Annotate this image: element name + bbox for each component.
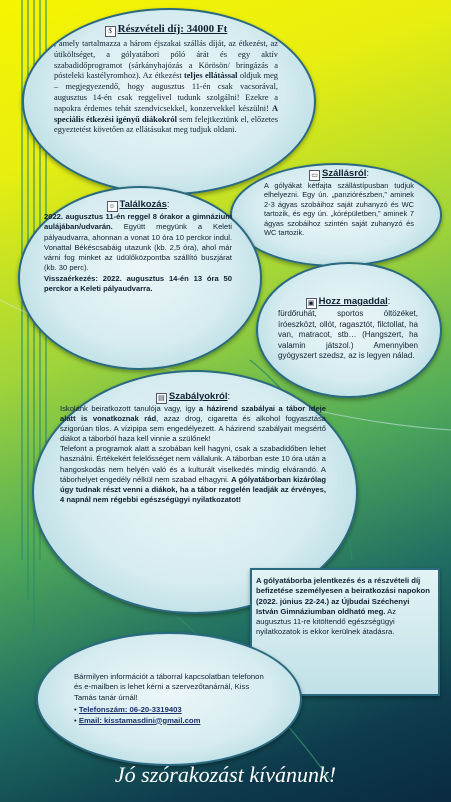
people-icon: ☺ xyxy=(108,203,116,210)
meeting-b2: Visszaérkezés: 2022. augusztus 14-én 13 óra 50 perckor a Keleti pályaudvarra. xyxy=(44,273,232,294)
fee-p1: , amely tartalmazza a három éjszakai szállás díját, az étkezést, az útiköltséget, a gólyatábori póló árát és egy aktív szabadidőprogramot (sárkányhajózás a Körösön/ bringázás a pósteleki kastélyromhoz). Az étkezést xyxy=(54,39,278,81)
email-link[interactable]: Email: kisstamasdini@gmail.com xyxy=(78,715,201,725)
money-bag-icon: $ xyxy=(105,26,116,37)
lodging-title: Szállásról xyxy=(322,168,367,179)
rules-text: ▤ Szabályokról: Iskolánk beiratkozott tanulója vagy, így a házirend szabályai a tábor ideje alatt is vonatkoznak rád, azaz drog, cigaretta és alkohol fogyasztása szigorúan tilos. A vízipipa sem engedélyezett. A házirend szabályait megsértő diákot a táborból haza kell vinnie a szülőnek! Telefont a programok alatt a szobában kell hagyni, csak a szabadidőben lehet használni. Értékekért felelősséget nem vállalunk. A táborban este 10 óra után a hangoskodás nem helyén való és a kulturált viselkedés mindig elvárandó. A táborhelyet engedély nélkül nem szabad elhagyni. A gólyatáborban kizárólag úgy tudnak részt venni a diákok, ha a tábor reggelén leadják az érvényes, 4 napnál nem régebbi egészségügyi nyilatkozatot! xyxy=(60,391,327,504)
book-icon: ▤ xyxy=(156,393,167,404)
rules-b1: a házirend szabályai a tábor ideje alatt is vonatkoznak rád xyxy=(60,404,327,424)
rules-title: Szabályokról xyxy=(168,391,228,402)
footer-slogan: Jó szórakozást kívánunk! xyxy=(114,762,337,787)
fee-text xyxy=(54,24,278,136)
fee-b1: teljes ellátással xyxy=(184,71,238,81)
fee-title: Részvételi díj: 34000 Ft xyxy=(117,23,228,35)
lodging-body: A gólyákat kétfajta szállástípusban tudjuk elhelyezni. Egy ún. „panziórészben,” aminek 2-3 ágyas szobáihoz saját zuhanyzó és WC tartozik, és egy ún. „kórépületben,” aminek 7 ágyas szobáihoz szintén saját zuhanyzó és WC tartozik. xyxy=(264,181,414,238)
lodging-text: ▭ Szállásról: A gólyákat kétfajta szállástípusban tudjuk elhelyezni. Egy ún. „panziórészben,” aminek 2-3 ágyas szobáihoz saját zuhanyzó és WC tartozik, és egy ún. „kórépületben,” aminek 7 ágyas szobáihoz szintén saját zuhanyzó és WC tartozik. xyxy=(264,168,414,238)
phone-link[interactable]: Telefonszám: 06-20-3319403 xyxy=(78,705,182,715)
bring-title: Hozz magaddal xyxy=(318,296,388,307)
rules-b2: A gólyatáborban kizárólag úgy tudnak részt venni a diákok, ha a tábor reggelén leadják az érvényes, 4 napnál nem régebbi egészségügyi nyilatkozatot! xyxy=(60,474,326,504)
meeting-text: ☺ Találkozás: 2022. augusztus 11-én reggel 8 órakor a gimnázium aulájában/udvarán. Együtt megyünk a Keleti pályaudvarra, ahonnan a vonat 10 óra 10 perckor indul. Vonattal Békéscsabáig utazunk (kb. 2,5 óra), ahol már várni fog minket az üdülőközpontba szállító buszjárat (kb. 30 perc). Visszaérkezés: 2022. augusztus 14-én 13 óra 50 perckor a Keleti pályaudvarra. xyxy=(44,199,232,294)
contact-text: Bármilyen információt a táborral kapcsolatban telefonon és e-mailben is lehet kérni a szervezőtanárnál, Kiss Tamás tanár úrnál! • Telefonszám: 06-20-3319403 • Email: kisstamasdini@gmail.com xyxy=(74,672,264,725)
bag-icon: ▣ xyxy=(306,298,317,309)
fee-p2: oldjuk meg – megjegyezendő, hogy augusztus 11-én csak vacsorával, augusztus 14-én csak reggelivel tudunk szolgálni! Ezekre a napokra érdemes tehát szendvicsekkel, konzervekkel készülni! xyxy=(54,71,278,113)
meeting-b1: 2022. augusztus 11-én reggel 8 órakor a gimnázium aulájában/udvarán. xyxy=(44,212,232,232)
rules-p1: Iskolánk beiratkozott tanulója vagy, így xyxy=(60,404,199,413)
fee-b2: A speciális étkezési igényű diákokról xyxy=(54,103,278,124)
bring-body: fürdőruhát, sportos öltözéket, íróeszközt, ollót, ragasztót, filctollat, ha van, matracot, stb… (Hangszert, ha valamin játszol.) Amennyiben gyógyszert szedsz, az is legyen nálad. xyxy=(278,309,418,361)
rules-p3: Telefont a programok alatt a szobában kell hagyni, csak a szabadidőben lehet használni. Értékekért felelősséget nem vállalunk. A táborban este 10 óra után a hangoskodás nem helyén való és a kulturált viselkedés mindig elvárandó. A táborhelyet engedély nélkül nem szabad elhagyni. xyxy=(60,444,326,484)
register-p1: Az augusztus 11-re kitöltendő egészségügyi nyilatkozatok is ekkor kerülnek átadásra. xyxy=(256,606,397,637)
meeting-p1: Együtt megyünk a Keleti pályaudvarra, ahonnan a vonat 10 óra 10 perckor indul. Vonattal Békéscsabáig utazunk (kb. 2,5 óra), ahol már várni fog minket az üdülőközpontba szállító buszjárat (kb. 30 perc). xyxy=(44,222,232,273)
registration-text xyxy=(256,576,432,638)
register-b1: A gólyatáborba jelentkezés és a részvételi díj befizetése személyesen a beiratkozási napokon (2022. június 22-24.) az Újbudai Széchenyi István Gimnáziumban oldható meg. xyxy=(256,576,430,616)
rules-p2: , azaz drog, cigaretta és alkohol fogyasztása szigorúan tilos. A vízipipa sem engedélyezett. A házirend szabályait megsértő diákot a táborból haza kell vinnie a szülőnek! xyxy=(60,414,326,444)
fee-p3: sem felejtkeztünk el, előzetes egyeztetést követően az ellátásukat meg tudjuk oldani. xyxy=(54,114,278,135)
meeting-title: Találkozás xyxy=(119,199,167,210)
bed-icon: ▭ xyxy=(309,170,320,181)
bring-text: ▣ Hozz magaddal: fürdőruhát, sportos öltözéket, íróeszközt, ollót, ragasztót, filctollat, ha van, matracot, stb… (Hangszert, ha valamin játszol.) Amennyiben gyógyszert szedsz, az is legyen nálad. xyxy=(278,296,418,361)
contact-body: Bármilyen információt a táborral kapcsolatban telefonon és e-mailben is lehet kérni a szervezőtanárnál, Kiss Tamás tanár úrnál! xyxy=(74,672,264,702)
